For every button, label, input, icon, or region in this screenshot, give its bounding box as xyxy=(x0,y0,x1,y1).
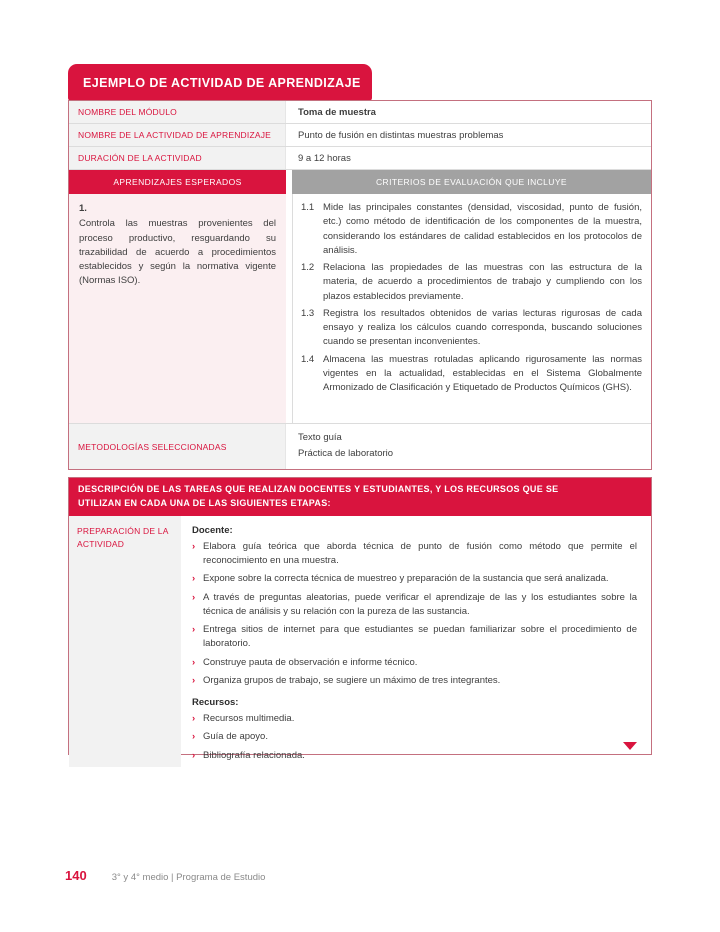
docente-heading: Docente: xyxy=(192,524,233,536)
column-headers-row xyxy=(69,170,651,194)
criterion-item xyxy=(301,307,642,350)
preparation-row xyxy=(69,516,651,761)
preparation-sidebar-label: PREPARACIÓN DE LA ACTIVIDAD xyxy=(69,516,181,767)
table-row xyxy=(69,124,651,147)
list-item xyxy=(192,730,637,744)
chevron-bullet-icon: › xyxy=(192,674,196,686)
learning-content-row xyxy=(69,194,651,423)
chevron-bullet-icon: › xyxy=(192,573,196,585)
chevron-bullet-icon: › xyxy=(192,713,196,725)
page-footer xyxy=(65,868,265,883)
methodologies-values xyxy=(286,424,651,469)
table-row xyxy=(69,101,651,124)
chevron-bullet-icon: › xyxy=(192,731,196,743)
table-row xyxy=(69,147,651,170)
list-item xyxy=(192,712,637,726)
expected-learning-header: APRENDIZAJES ESPERADOS xyxy=(69,170,286,194)
list-item xyxy=(192,572,637,586)
criterion-text: Relaciona las propiedades de las muestras con las estructura de la materia, de acuerdo a procedimientos de trabajo y cumpliendo con los plazos establecidos previamente. xyxy=(323,262,642,302)
methodologies-row xyxy=(69,423,651,469)
criterion-number: 1.4 xyxy=(301,353,315,365)
list-item-text: Entrega sitios de internet para que estudiantes se puedan familiarizar sobre el procedimiento de laboratorio. xyxy=(203,624,637,650)
page-title: EJEMPLO DE ACTIVIDAD DE APRENDIZAJE xyxy=(83,75,361,90)
criteria-cell xyxy=(292,194,651,423)
description-banner: DESCRIPCIÓN DE LAS TAREAS QUE REALIZAN DOCENTES Y ESTUDIANTES, Y LOS RECURSOS QUE SE UTILIZAN EN CADA UNA DE LAS SIGUIENTES ETAPAS: xyxy=(69,478,651,516)
list-item-text: Expone sobre la correcta técnica de muestreo y preparación de la sustancia que será analizada. xyxy=(203,573,609,585)
list-item xyxy=(192,591,637,620)
list-item-text: Construye pauta de observación e informe técnico. xyxy=(203,656,418,668)
page-title-tab xyxy=(68,64,372,101)
chevron-bullet-icon: › xyxy=(192,749,196,761)
learning-number: 1. xyxy=(79,203,87,214)
list-item xyxy=(192,656,637,670)
criterion-text: Registra los resultados obtenidos de varias lecturas rigurosas de cada ensayo y realiza los cálculos cuando corresponda, buscando soluciones cuando se presentan inconvenientes. xyxy=(323,307,642,348)
list-item xyxy=(192,623,637,652)
activity-name-value: Punto de fusión en distintas muestras problemas xyxy=(298,129,504,141)
list-item xyxy=(192,674,637,688)
list-item-text: Bibliografía relacionada. xyxy=(203,749,305,761)
criterion-text: Almacena las muestras rotuladas aplicando rigurosamente las normas vigentes en la actualidad, establecidas en el Sistema Globalmente Armonizado de Clasificación y Etiquetado de Productos Químicos (GHS). xyxy=(323,353,642,393)
list-item xyxy=(192,749,637,763)
duration-value: 9 a 12 horas xyxy=(298,152,351,164)
evaluation-criteria-header: CRITERIOS DE EVALUACIÓN QUE INCLUYE xyxy=(292,170,651,194)
activity-name-label: NOMBRE DE LA ACTIVIDAD DE APRENDIZAJE xyxy=(69,124,286,146)
criterion-text: Mide las principales constantes (densidad, viscosidad, punto de fusión, etc.) como método de identificación de los componentes de la muestra, considerando los estándares de calidad establecidos en los protocolos de análisis. xyxy=(323,202,642,256)
chevron-bullet-icon: › xyxy=(192,656,196,668)
page-number: 140 xyxy=(65,868,87,883)
chevron-bullet-icon: › xyxy=(192,540,196,552)
tasks-description-table xyxy=(68,477,652,761)
list-item-text: Elabora guía teórica que aborda técnica de punto de fusión como método que permite el reconocimiento en una muestra. xyxy=(203,540,637,567)
learning-text: Controla las muestras provenientes del proceso productivo, resguardando su trazabilidad de acuerdo a procedimientos establecidos y según la normativa vigente (Normas ISO). xyxy=(79,218,276,287)
module-name-label: NOMBRE DEL MÓDULO xyxy=(69,101,286,123)
criterion-item xyxy=(301,353,642,396)
recursos-heading: Recursos: xyxy=(192,697,239,709)
methodologies-label: METODOLOGÍAS SELECCIONADAS xyxy=(69,424,286,469)
methodology-item: Práctica de laboratorio xyxy=(298,448,394,460)
activity-info-table xyxy=(68,100,652,470)
criterion-number: 1.3 xyxy=(301,307,315,319)
expected-learning-cell xyxy=(69,194,286,423)
criterion-item xyxy=(301,261,642,304)
list-item-text: Recursos multimedia. xyxy=(203,713,295,725)
criterion-item xyxy=(301,201,642,258)
module-name-value: Toma de muestra xyxy=(298,106,376,118)
chevron-bullet-icon: › xyxy=(192,624,196,636)
duration-label: DURACIÓN DE LA ACTIVIDAD xyxy=(69,147,286,169)
chevron-bullet-icon: › xyxy=(192,591,196,603)
list-item-text: Organiza grupos de trabajo, se sugiere un máximo de tres integrantes. xyxy=(203,674,501,686)
criterion-number: 1.1 xyxy=(301,202,315,213)
list-item-text: A través de preguntas aleatorias, puede verificar el aprendizaje de las y los estudiantes sobre la técnica de análisis y su relación con la pureza de las sustancia. xyxy=(203,591,637,617)
criterion-number: 1.2 xyxy=(301,262,315,273)
list-item xyxy=(192,540,637,569)
list-item-text: Guía de apoyo. xyxy=(203,731,268,743)
continuation-triangle-icon xyxy=(623,742,637,750)
methodology-item: Texto guía xyxy=(298,432,342,443)
preparation-content xyxy=(181,516,651,767)
footer-text: 3° y 4° medio | Programa de Estudio xyxy=(111,872,266,883)
